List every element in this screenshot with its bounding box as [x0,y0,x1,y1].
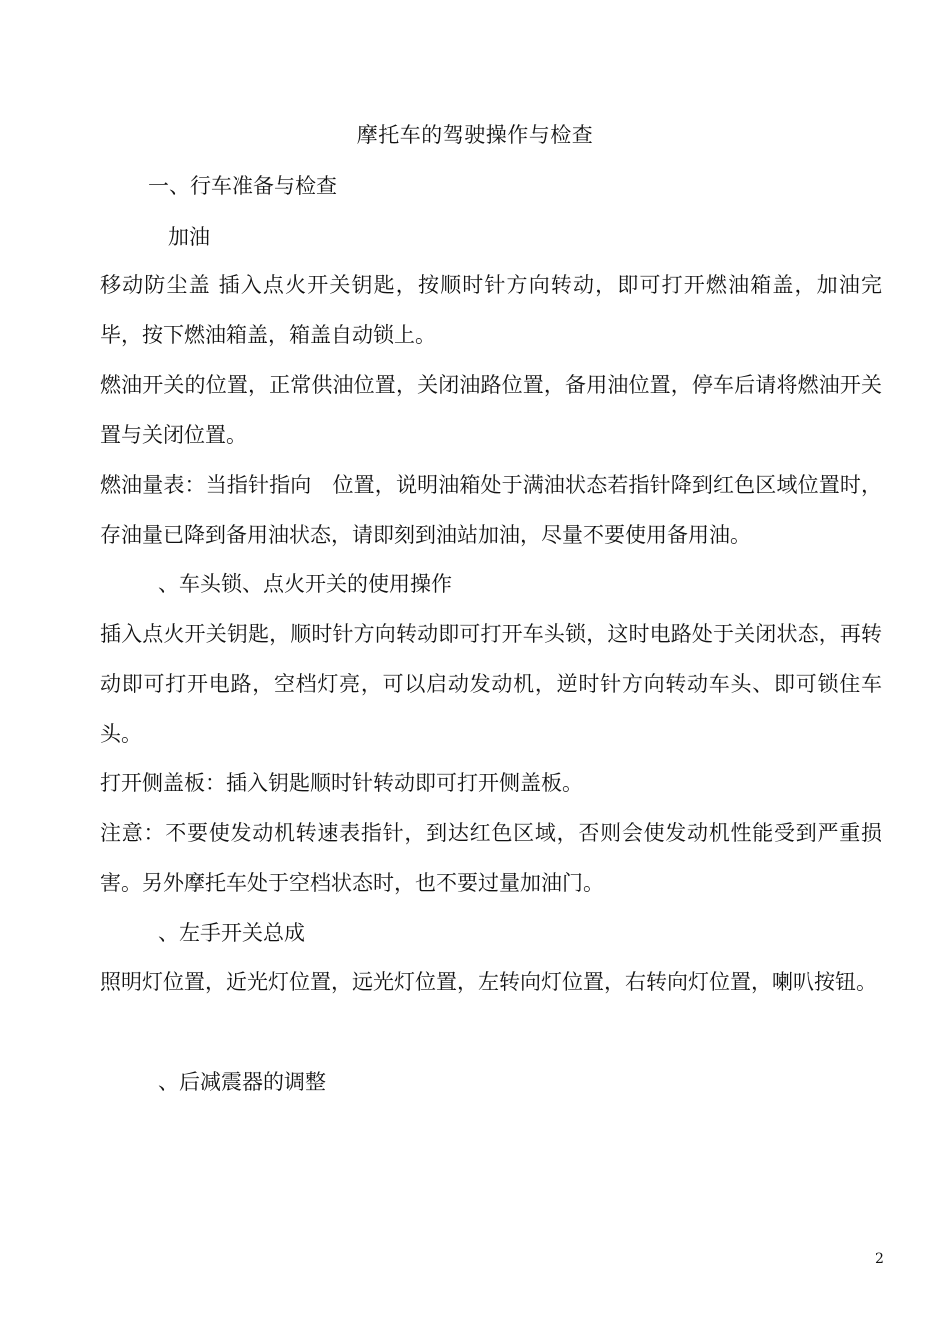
paragraph-fuel-gauge: 燃油量表：当指针指向 位置，说明油箱处于满油状态若指针降到红色区域位置时，存油量已降到备用油状态，请即刻到油站加油，尽量不要使用备用油。 [100,473,882,547]
page-title: 摩托车的驾驶操作与检查 [356,123,594,147]
subheading-refuel: 加油 [168,225,210,249]
paragraph-notice: 注意：不要使发动机转速表指针，到达红色区域，否则会使发动机性能受到严重损害。另外摩托车处于空档状态时，也不要过量加油门。 [100,821,882,895]
paragraph-refuel: 移动防尘盖 插入点火开关钥匙，按顺时针方向转动，即可打开燃油箱盖，加油完毕，按下燃油箱盖，箱盖自动锁上。 [100,273,882,347]
section-heading-preparation: 一、行车准备与检查 [148,174,337,198]
page-number: 2 [875,1251,884,1267]
subheading-rear-shock: 、后减震器的调整 [158,1070,326,1094]
subheading-lock-ignition: 、车头锁、点火开关的使用操作 [158,572,452,596]
paragraph-lock-ignition: 插入点火开关钥匙，顺时针方向转动即可打开车头锁，这时电路处于关闭状态，再转动即可打开电路，空档灯亮，可以启动发动机，逆时针方向转动车头、即可锁住车头。 [100,622,882,746]
subheading-left-switch: 、左手开关总成 [158,921,305,945]
paragraph-side-cover: 打开侧盖板：插入钥匙顺时针转动即可打开侧盖板。 [100,771,583,795]
paragraph-fuel-switch: 燃油开关的位置，正常供油位置，关闭油路位置，备用油位置，停车后请将燃油开关置与关闭位置。 [100,373,882,447]
paragraph-left-switch: 照明灯位置，近光灯位置，远光灯位置，左转向灯位置，右转向灯位置，喇叭按钮。 [100,970,877,994]
